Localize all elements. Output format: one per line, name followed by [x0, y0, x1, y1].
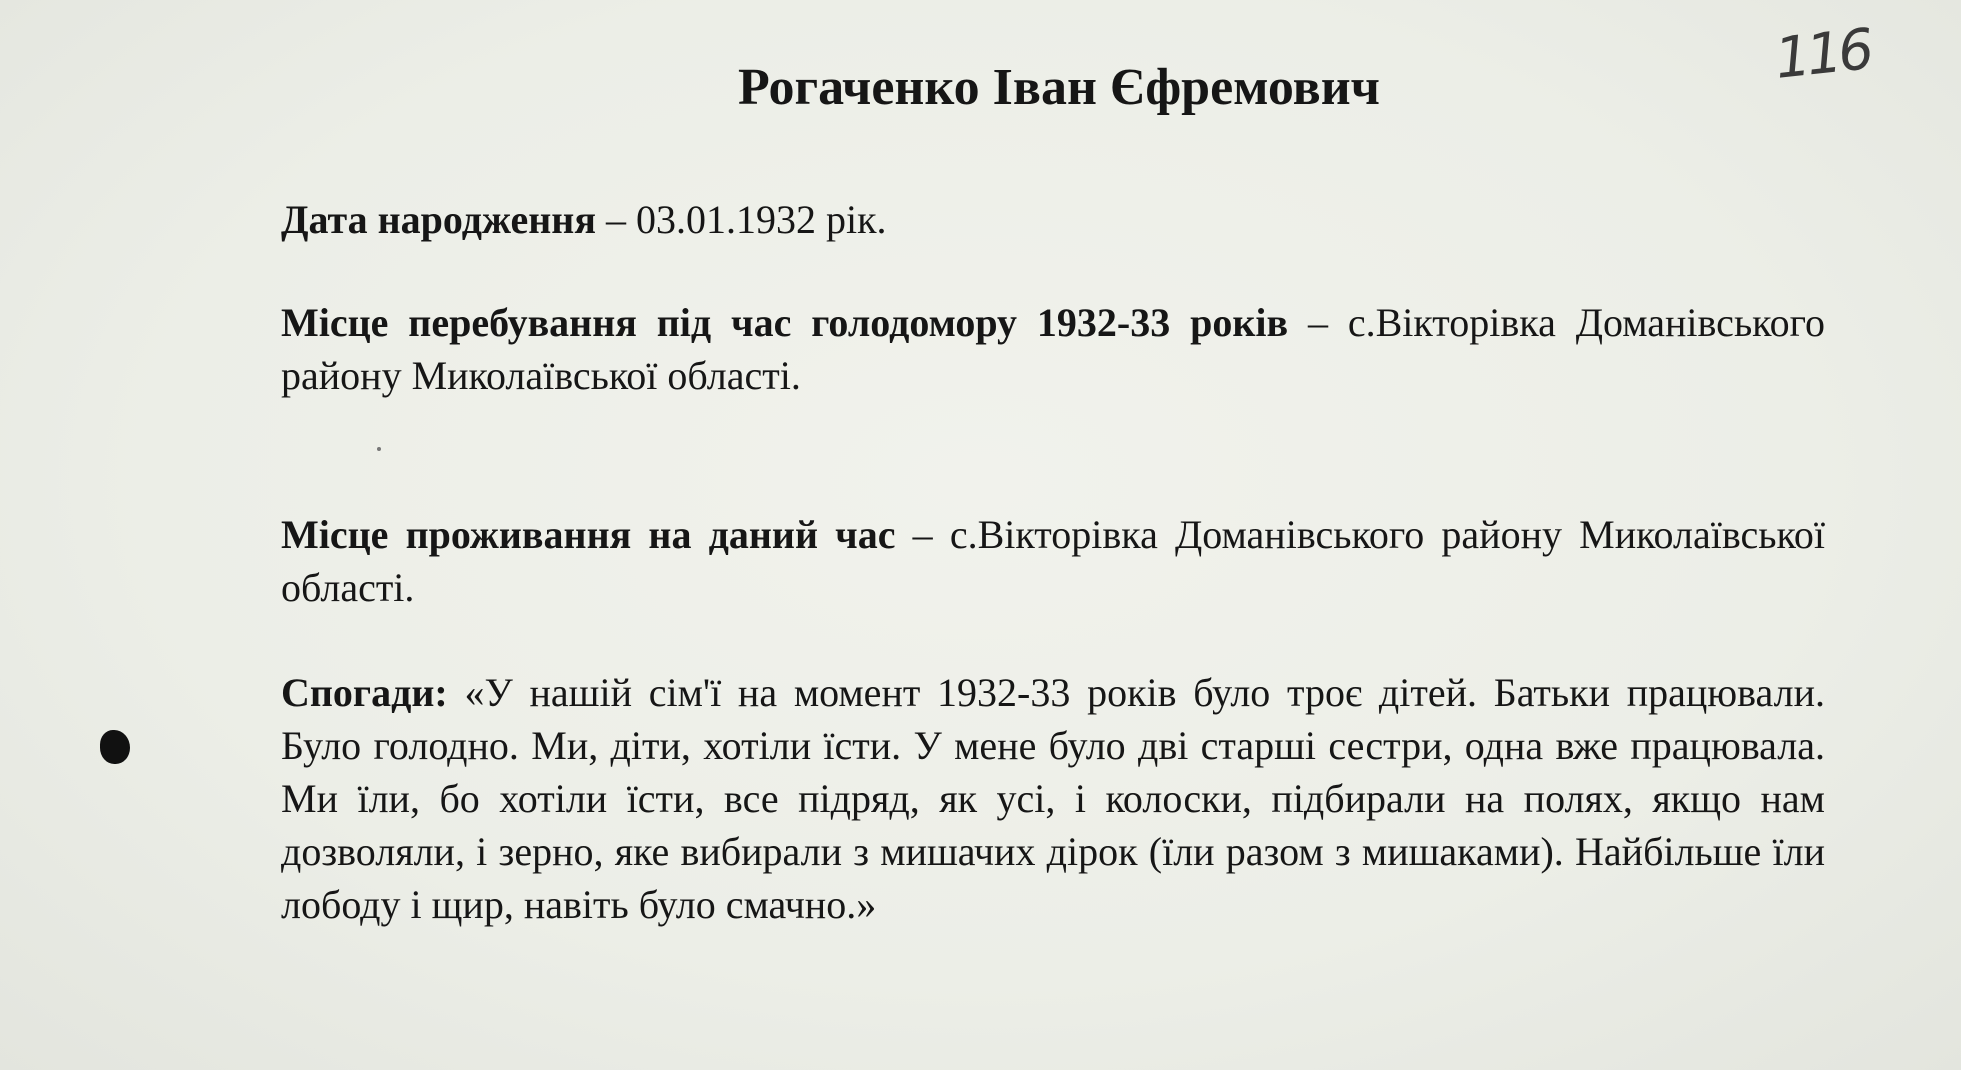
memories-label: Спогади: — [281, 670, 448, 715]
famine-location-separator: – — [1288, 300, 1348, 345]
paper-speck — [377, 447, 381, 451]
handwritten-page-number: 116 — [1771, 17, 1874, 92]
document-title: Рогаченко Іван Єфремович — [738, 59, 1380, 116]
birth-date-value: 03.01.1932 рік. — [635, 197, 887, 242]
memories-text: «У нашій сім'ї на момент 1932-33 років було троє дітей. Батьки працювали. Було голодно. Ми, діти, хотіли їсти. У мене було дві старші сестри, одна вже працювала. Ми їли, бо хотіли їсти, все підряд, як усі, і колоски, підбирали на полях, якщо нам дозволяли, і зерно, яке вибирали з мишачих дірок (їли разом з мишаками). Найбільше їли лободу і щир, навіть було смачно.» — [281, 670, 1825, 927]
current-residence-label: Місце проживання на даний час — [281, 512, 896, 557]
punch-hole — [100, 730, 130, 764]
birth-date-paragraph — [281, 193, 1825, 246]
current-residence-value: с.Вікторівка Доманівського району Миколаївської області. — [281, 512, 1826, 610]
famine-location-paragraph — [281, 296, 1825, 402]
birth-date-separator: – — [595, 197, 636, 242]
famine-location-label: Місце перебування під час голодомору 1932-33 років — [281, 300, 1289, 345]
famine-location-value: с.Вікторівка Доманівського району Миколаївської області. — [281, 300, 1825, 398]
birth-date-label: Дата народження — [281, 197, 596, 242]
current-residence-paragraph — [281, 508, 1825, 614]
memories-paragraph — [281, 666, 1825, 931]
current-residence-separator: – — [895, 512, 950, 557]
